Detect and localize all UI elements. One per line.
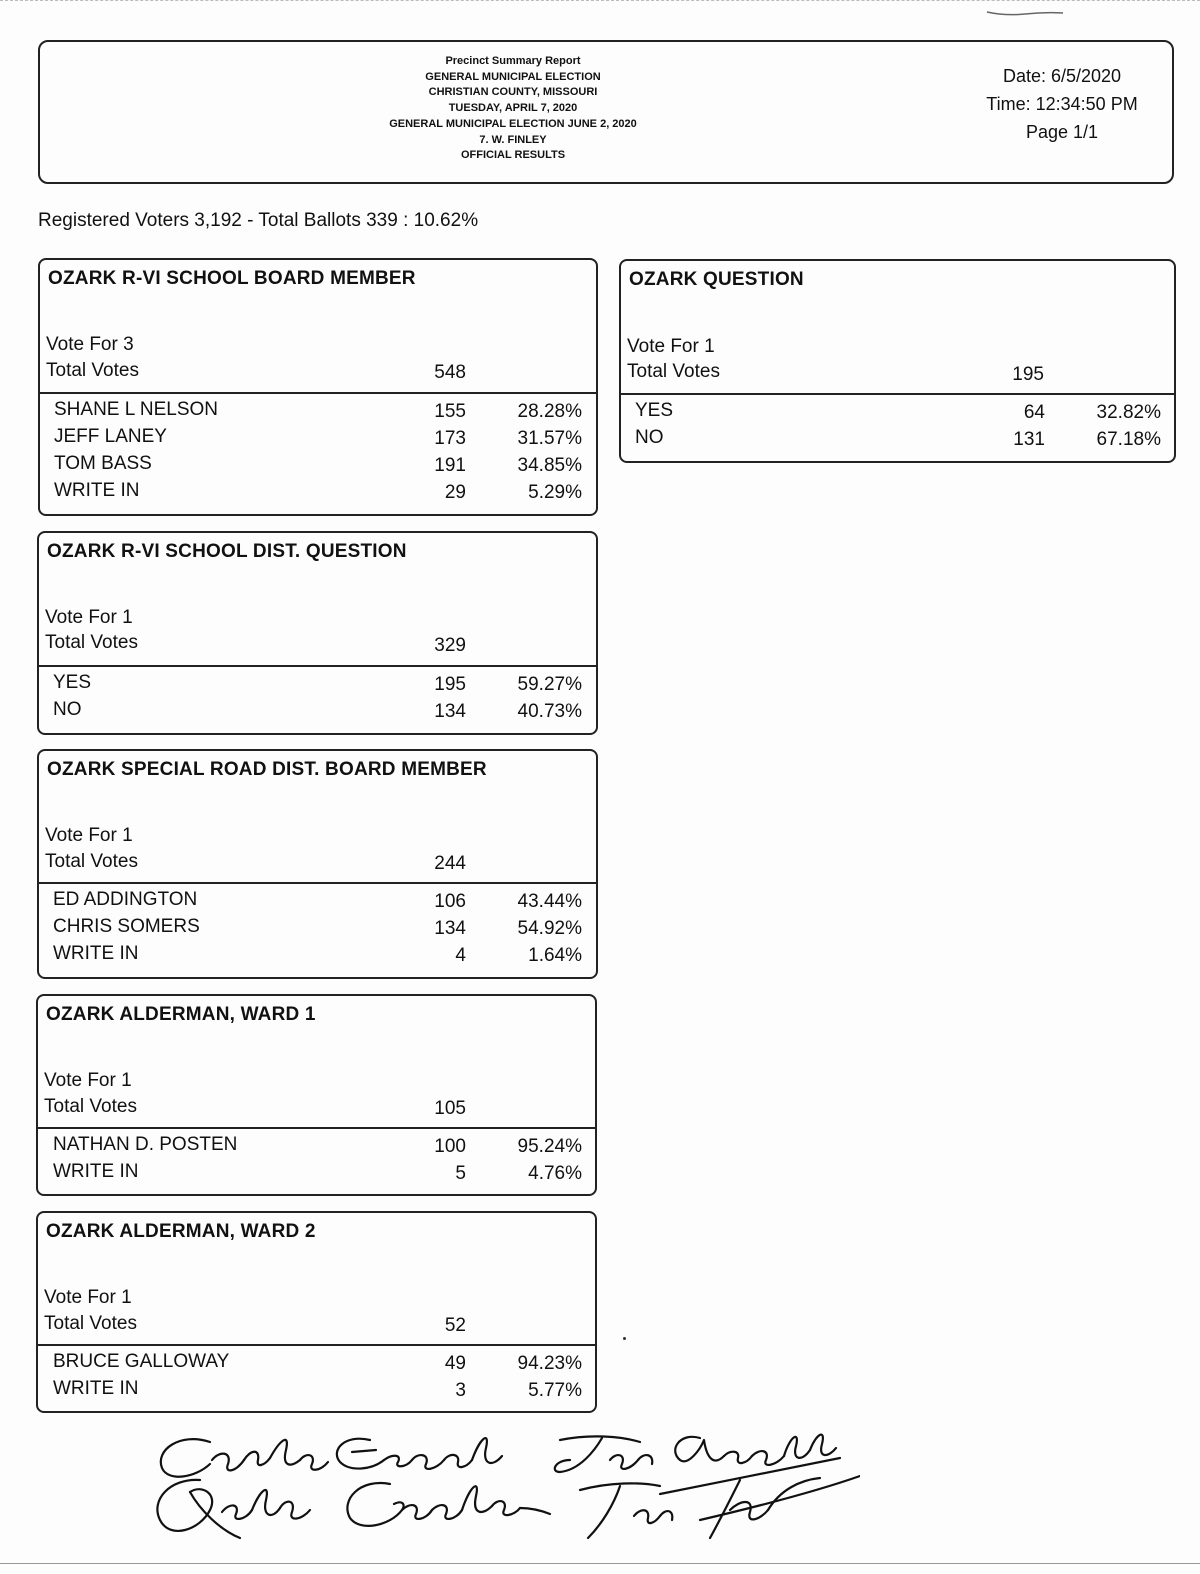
candidate-percent: 43.44% (517, 891, 582, 912)
divider (38, 1344, 595, 1346)
candidate-percent: 31.57% (517, 428, 582, 449)
vote-for: Vote For 1 (44, 1287, 132, 1308)
contest-road-district (37, 749, 598, 979)
total-votes-label: Total Votes (45, 632, 138, 653)
divider (40, 392, 596, 394)
candidate-votes: 3 (455, 1380, 466, 1401)
candidate-row (39, 889, 596, 916)
report-title: Precinct Summary Report (445, 55, 581, 67)
candidate-row (38, 1351, 595, 1378)
divider (39, 665, 596, 667)
total-votes-value: 548 (434, 362, 466, 383)
candidate-name: JEFF LANEY (54, 426, 167, 447)
choice-name: NO (635, 427, 664, 448)
candidate-name: CHRIS SOMERS (53, 916, 200, 937)
choice-name: NO (53, 699, 82, 720)
candidate-votes: 106 (434, 891, 466, 912)
total-votes-value: 244 (434, 853, 466, 874)
candidate-row (40, 480, 596, 507)
candidate-percent: 4.76% (528, 1163, 582, 1184)
candidate-votes: 29 (444, 482, 466, 503)
contest-school-board (38, 258, 598, 516)
candidate-name: WRITE IN (53, 1378, 139, 1399)
report-time: Time: 12:34:50 PM (986, 94, 1138, 114)
total-votes-label: Total Votes (46, 360, 139, 381)
candidate-percent: 1.64% (528, 945, 582, 966)
candidate-votes: 134 (434, 918, 466, 939)
contest-title: OZARK QUESTION (629, 269, 804, 290)
candidate-votes: 49 (444, 1353, 466, 1374)
total-votes-label: Total Votes (44, 1096, 137, 1117)
divider (38, 1127, 595, 1129)
vote-for: Vote For 3 (46, 334, 134, 355)
election-date: TUESDAY, APRIL 7, 2020 (448, 102, 578, 115)
precinct-name: 7. W. FINLEY (479, 133, 547, 146)
candidate-percent: 5.77% (528, 1380, 582, 1401)
total-votes-label: Total Votes (627, 361, 720, 382)
candidate-percent: 5.29% (528, 482, 582, 503)
contest-alderman-ward-2 (36, 1211, 597, 1413)
candidate-name: ED ADDINGTON (53, 889, 198, 910)
candidate-votes: 173 (434, 428, 466, 449)
total-votes-value: 52 (444, 1315, 466, 1336)
total-votes-label: Total Votes (44, 1313, 137, 1334)
candidate-name: BRUCE GALLOWAY (53, 1351, 230, 1372)
candidate-row (39, 916, 596, 943)
contest-title: OZARK R-VI SCHOOL DIST. QUESTION (47, 541, 407, 562)
choice-name: YES (635, 400, 674, 421)
total-votes-value: 105 (434, 1098, 466, 1119)
report-header (38, 40, 1174, 184)
election-name: GENERAL MUNICIPAL ELECTION (425, 70, 601, 83)
choice-row (621, 400, 1174, 427)
scan-speck (623, 1337, 626, 1340)
choice-name: YES (53, 672, 92, 693)
official-signatures (140, 1420, 860, 1570)
candidate-votes: 191 (434, 455, 466, 476)
candidate-percent: 54.92% (517, 918, 582, 939)
contest-title: OZARK ALDERMAN, WARD 2 (46, 1221, 316, 1242)
candidate-row (40, 453, 596, 480)
candidate-votes: 100 (434, 1136, 466, 1157)
candidate-percent: 28.28% (517, 401, 582, 422)
candidate-percent: 95.24% (517, 1136, 582, 1157)
jurisdiction: CHRISTIAN COUNTY, MISSOURI (428, 86, 598, 99)
choice-votes: 64 (1023, 402, 1045, 423)
candidate-name: WRITE IN (53, 943, 139, 964)
divider (621, 393, 1174, 395)
vote-for: Vote For 1 (45, 825, 133, 846)
choice-percent: 67.18% (1096, 429, 1161, 450)
contest-title: OZARK ALDERMAN, WARD 1 (46, 1004, 316, 1025)
contest-school-question (37, 531, 598, 735)
candidate-row (40, 426, 596, 453)
candidate-votes: 5 (455, 1163, 466, 1184)
contest-alderman-ward-1 (36, 994, 597, 1196)
candidate-name: WRITE IN (54, 480, 140, 501)
candidate-row (38, 1134, 595, 1161)
scan-mark (985, 4, 1065, 18)
candidate-row (39, 943, 596, 970)
choice-percent: 59.27% (517, 674, 582, 695)
contest-title: OZARK R-VI SCHOOL BOARD MEMBER (48, 268, 416, 289)
vote-for: Vote For 1 (44, 1070, 132, 1091)
candidate-votes: 4 (455, 945, 466, 966)
choice-row (621, 427, 1174, 454)
candidate-percent: 94.23% (517, 1353, 582, 1374)
choice-percent: 32.82% (1096, 402, 1161, 423)
candidate-row (38, 1161, 595, 1188)
candidate-row (38, 1378, 595, 1405)
divider (39, 882, 596, 884)
total-votes-label: Total Votes (45, 851, 138, 872)
scan-edge-bottom (0, 1563, 1200, 1564)
candidate-name: TOM BASS (54, 453, 152, 474)
results-status: OFFICIAL RESULTS (460, 149, 566, 162)
page-number: Page 1/1 (1025, 122, 1099, 142)
contest-ozark-question (619, 259, 1176, 463)
choice-percent: 40.73% (517, 701, 582, 722)
election-subtitle: GENERAL MUNICIPAL ELECTION JUNE 2, 2020 (389, 117, 637, 130)
choice-row (39, 672, 596, 699)
choice-votes: 134 (434, 701, 466, 722)
candidate-row (40, 399, 596, 426)
report-date: Date: 6/5/2020 (1002, 66, 1122, 86)
choice-votes: 131 (1013, 429, 1045, 450)
vote-for: Vote For 1 (45, 607, 133, 628)
vote-for: Vote For 1 (627, 336, 715, 357)
candidate-name: SHANE L NELSON (54, 399, 219, 420)
total-votes-value: 195 (1012, 364, 1044, 385)
candidate-name: NATHAN D. POSTEN (53, 1134, 238, 1155)
candidate-votes: 155 (434, 401, 466, 422)
report-title-block (340, 54, 686, 164)
candidate-name: WRITE IN (53, 1161, 139, 1182)
report-meta (962, 62, 1162, 146)
turnout-summary: Registered Voters 3,192 - Total Ballots 339 : 10.62% (38, 210, 479, 231)
choice-votes: 195 (434, 674, 466, 695)
contest-title: OZARK SPECIAL ROAD DIST. BOARD MEMBER (47, 759, 487, 780)
choice-row (39, 699, 596, 726)
total-votes-value: 329 (434, 635, 466, 656)
candidate-percent: 34.85% (517, 455, 582, 476)
